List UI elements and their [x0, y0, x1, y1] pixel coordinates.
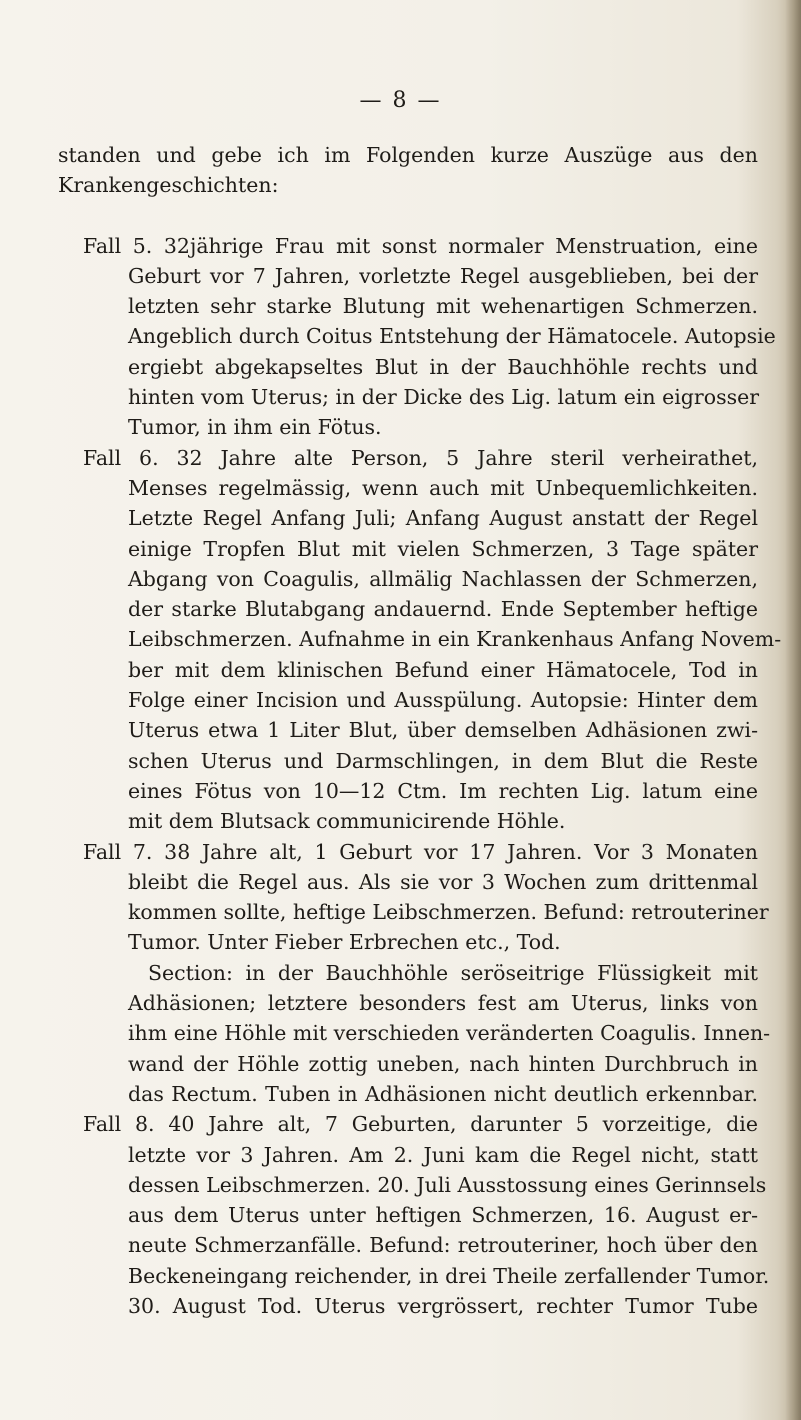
text-line: ber mit dem klinischen Befund einer Hämatocele, Tod in [128, 657, 758, 682]
text-line: 30. August Tod. Uterus vergrössert, rechter Tumor Tube [128, 1293, 758, 1318]
case-7-heading-line: Fall 7. 38 Jahre alt, 1 Geburt vor 17 Jahren. Vor 3 Monaten [83, 839, 758, 864]
text-line: Folge einer Incision und Ausspülung. Autopsie: Hinter dem [128, 688, 758, 713]
text-line: Section: in der Bauchhöhle seröseitrige Flüssigkeit mit [148, 960, 758, 985]
text-line: Tumor. Unter Fieber Erbrechen etc., Tod. [128, 930, 561, 955]
text-line: eines Fötus von 10—12 Ctm. Im rechten Lig. latum eine [128, 778, 758, 803]
text-line: schen Uterus und Darmschlingen, in dem Blut die Reste [128, 748, 758, 773]
text-line: mit dem Blutsack communicirende Höhle. [128, 809, 566, 834]
case-8-heading-line: Fall 8. 40 Jahre alt, 7 Geburten, darunter 5 vorzeitige, die [83, 1112, 758, 1137]
text-line: der starke Blutabgang andauernd. Ende September heftige [128, 597, 758, 622]
text-line: Menses regelmässig, wenn auch mit Unbequemlichkeiten. [128, 475, 758, 500]
text-line: Beckeneingang reichender, in drei Theile zerfallender Tumor. [128, 1263, 770, 1288]
text-line: einige Tropfen Blut mit vielen Schmerzen, 3 Tage später [128, 536, 758, 561]
page-edge-shadow [785, 0, 801, 1420]
text-line: hinten vom Uterus; in der Dicke des Lig. latum ein eigrosser [128, 385, 760, 410]
text-line: Krankengeschichten: [58, 173, 279, 198]
text-line: Abgang von Coagulis, allmälig Nachlassen der Schmerzen, [128, 566, 758, 591]
text-line: Uterus etwa 1 Liter Blut, über demselben Adhäsionen zwi- [128, 718, 758, 743]
text-line: letzte vor 3 Jahren. Am 2. Juni kam die Regel nicht, statt [128, 1142, 758, 1167]
page-number: — 8 — [359, 88, 442, 113]
paragraph-gap [58, 201, 758, 231]
text-line: Leibschmerzen. Aufnahme in ein Krankenhaus Anfang Novem- [128, 627, 782, 652]
text-line: Geburt vor 7 Jahren, vorletzte Regel ausgeblieben, bei der [128, 263, 758, 288]
text-line: letzten sehr starke Blutung mit wehenartigen Schmerzen. [128, 294, 758, 319]
text-line: Tumor, in ihm ein Fötus. [128, 415, 382, 440]
text-line: dessen Leibschmerzen. 20. Juli Ausstossung eines Gerinnsels [128, 1172, 767, 1197]
case-6-heading-line: Fall 6. 32 Jahre alte Person, 5 Jahre steril verheirathet, [83, 445, 758, 470]
text-line: neute Schmerzanfälle. Befund: retrouteriner, hoch über den [128, 1233, 758, 1258]
text-line: aus dem Uterus unter heftigen Schmerzen, 16. August er- [128, 1203, 758, 1228]
page-text [58, 140, 782, 1321]
text-line: Angeblich durch Coitus Entstehung der Hämatocele. Autopsie [128, 324, 776, 349]
text-line: Letzte Regel Anfang Juli; Anfang August anstatt der Regel [128, 506, 758, 531]
text-line: wand der Höhle zottig uneben, nach hinten Durchbruch in [128, 1051, 758, 1076]
text-line: ergiebt abgekapseltes Blut in der Bauchhöhle rechts und [128, 354, 758, 379]
case-5-heading-line: Fall 5. 32jährige Frau mit sonst normaler Menstruation, eine [83, 233, 758, 258]
text-line: standen und gebe ich im Folgenden kurze Auszüge aus den [58, 143, 758, 167]
text-line: das Rectum. Tuben in Adhäsionen nicht deutlich erkennbar. [128, 1081, 758, 1106]
text-line: bleibt die Regel aus. Als sie vor 3 Wochen zum drittenmal [128, 869, 758, 894]
text-line: kommen sollte, heftige Leibschmerzen. Befund: retrouteriner [128, 900, 769, 925]
text-line: ihm eine Höhle mit verschieden veränderten Coagulis. Innen- [128, 1021, 771, 1046]
text-line: Adhäsionen; letztere besonders fest am Uterus, links von [128, 991, 758, 1016]
